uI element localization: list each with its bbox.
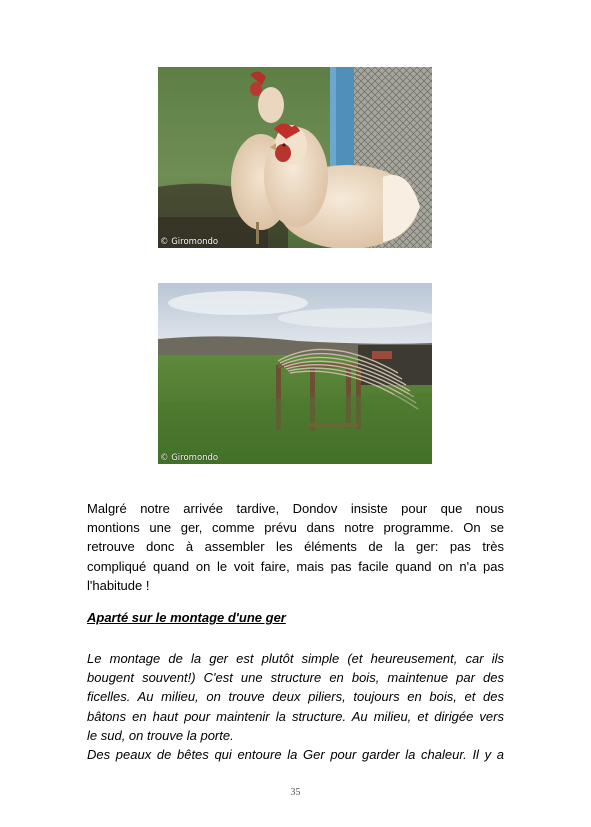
text-line: bougent souvent!) C'est une structure en bois, maintenue par des (87, 670, 504, 686)
photo-credit: © Giromondo (160, 237, 219, 247)
text-line: ficelles. Au milieu, on trouve deux piliers, toujours en bois, et des (87, 689, 504, 705)
section-heading: Aparté sur le montage d'une ger (87, 610, 286, 625)
photo-credit: © Giromondo (160, 453, 219, 463)
intro-paragraph (87, 499, 504, 595)
text-line: retrouve donc à assembler les éléments de la ger: pas très (87, 539, 504, 555)
text-line: Le montage de la ger est plutôt simple (et heureusement, car ils (87, 651, 504, 666)
aside-paragraph (87, 649, 504, 764)
text-line: Des peaux de bêtes qui entoure la Ger pour garder la chaleur. Il y a (87, 747, 504, 763)
page-number: 35 (290, 787, 301, 798)
chicken-photo (158, 67, 432, 248)
ger-frame-photo (158, 283, 432, 464)
chicken-photo-image (158, 67, 432, 248)
ger-frame-photo-image (158, 283, 432, 464)
text-line: montions une ger, comme prévu dans notre programme. On se (87, 520, 504, 536)
text-line: le sud, on trouve la porte. (87, 727, 234, 743)
text-line: bâtons en haut pour maintenir la structure. Au milieu, et dirigée vers (87, 708, 504, 724)
text-line: compliqué quand on le voit faire, mais pas facile quand on n'a pas (87, 558, 504, 574)
text-line: Malgré notre arrivée tardive, Dondov insiste pour que nous (87, 501, 504, 516)
text-line: l'habitude ! (87, 577, 150, 593)
